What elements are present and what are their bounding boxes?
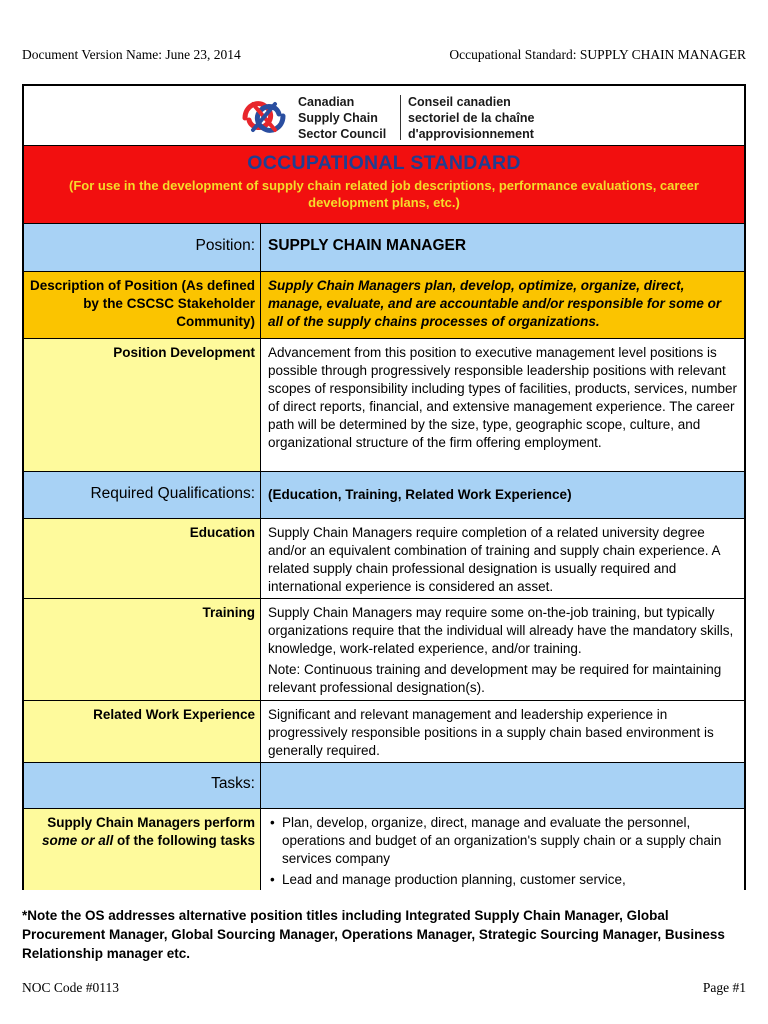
page-header (22, 47, 746, 65)
perform-label-pre: perform (203, 815, 255, 830)
logo-divider (400, 95, 401, 140)
experience-value: Significant and relevant management and leadership experience in progressively responsible positions in a supply chain based environment is generally required. (261, 701, 744, 762)
description-label-line: Description of Position (29, 278, 178, 293)
training-value-cell (261, 599, 744, 700)
tasks-value (261, 763, 744, 808)
training-row (24, 599, 744, 701)
task-bullet: • Plan, develop, organize, direct, manage and evaluate the personnel, operations and budget of an organization's supply chain or a supply chain services company (268, 814, 738, 868)
position-label-text: Position: (195, 237, 255, 254)
document-title: OCCUPATIONAL STANDARD (247, 152, 521, 174)
education-value: Supply Chain Managers require completion of a related university degree and/or an equivalent combination of training and supply chain experience. A related supply chain professional designation is usually required and international experience is considered an asset. (261, 519, 744, 598)
tasks-label-text: Tasks: (211, 775, 255, 792)
description-row (24, 272, 744, 339)
page-number: Page #1 (702, 980, 746, 995)
perform-label (24, 809, 261, 890)
qualifications-row (24, 472, 744, 519)
position-label (24, 224, 261, 271)
document-subtitle: (For use in the development of supply chain related job descriptions, performance evaluations, career development plans, etc.) (69, 178, 699, 210)
qualifications-label (24, 472, 261, 518)
perform-label-line: Supply Chain Managers (47, 815, 201, 830)
development-value: Advancement from this position to executive management level positions is possible through progressively responsible leadership positions with relevant scopes of responsibility including types of facilities, products, services, number of direct reports, financial, and extensive management experience. The career path will be determined by the size, type, geographic scope, culture, and organizational structure of the firm offering employment. (261, 339, 744, 471)
logo-text-french (408, 94, 534, 142)
logo-fr-line: d'approvisionnement (408, 127, 534, 141)
cscsc-logo-icon (239, 92, 289, 142)
page-footer (22, 980, 746, 998)
training-value: Supply Chain Managers may require some on-the-job training, but typically organizations require that the individual will already have the mandatory skills, knowledge, work-related experience, and/or training. (268, 605, 734, 656)
perform-label-line: following tasks (157, 833, 255, 848)
logo-band (24, 86, 744, 145)
development-label: Position Development (24, 339, 261, 471)
logo-en-line: Canadian (298, 95, 355, 109)
tasks-label (24, 763, 261, 808)
development-row (24, 339, 744, 472)
title-band (24, 145, 744, 224)
education-label: Education (24, 519, 261, 598)
position-row (24, 224, 744, 272)
occupational-standard-table (22, 84, 746, 890)
perform-row (24, 809, 744, 890)
position-value-cell (261, 224, 744, 271)
standard-name: Occupational Standard: SUPPLY CHAIN MANAGER (449, 47, 746, 62)
task-bullet: • Lead and manage production planning, customer service, (268, 871, 738, 889)
logo-text-english (298, 94, 386, 142)
experience-label: Related Work Experience (24, 701, 261, 762)
qualifications-value: (Education, Training, Related Work Experience) (268, 487, 572, 502)
perform-label-post: of the (113, 833, 154, 848)
perform-label-emphasis: some or all (41, 833, 114, 848)
logo-en-line: Sector Council (298, 127, 387, 141)
experience-row (24, 701, 744, 763)
noc-code: NOC Code #0113 (22, 980, 119, 995)
description-label (24, 272, 261, 338)
qualifications-label-text: Required Qualifications: (90, 485, 255, 502)
logo-en-line: Supply Chain (298, 111, 378, 125)
task-bullet-list (261, 809, 744, 890)
document-version: Document Version Name: June 23, 2014 (22, 47, 241, 62)
education-row (24, 519, 744, 599)
position-value: SUPPLY CHAIN MANAGER (268, 237, 467, 254)
description-value: Supply Chain Managers plan, develop, optimize, organize, direct, manage, evaluate, and are accountable and/or responsible for some or all of the supply chains processes of organizations. (268, 278, 722, 329)
tasks-row (24, 763, 744, 809)
training-note: Note: Continuous training and development may be required for maintaining relevant professional designation(s). (268, 662, 722, 695)
footnote: *Note the OS addresses alternative position titles including Integrated Supply Chain Manager, Global Procurement Manager, Global Sourcing Manager, Operations Manager, Strategic Sourcing Manager, Business Relationship manager etc. (22, 908, 725, 961)
logo-fr-line: Conseil canadien (408, 95, 511, 109)
description-label-line: (As defined by the CSCSC (83, 278, 255, 311)
description-label-line: Stakeholder Community) (176, 296, 255, 329)
logo-fr-line: sectoriel de la chaîne (408, 111, 535, 125)
training-label: Training (24, 599, 261, 700)
